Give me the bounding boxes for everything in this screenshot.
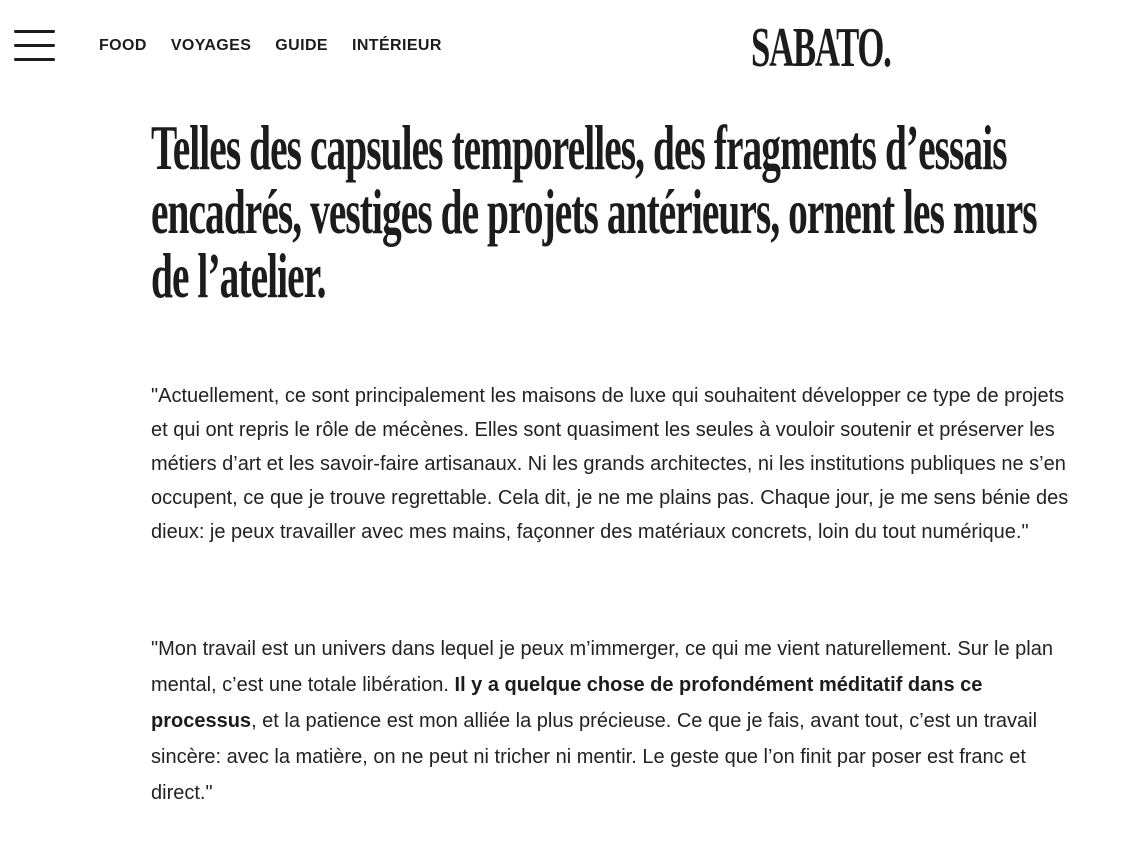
paragraph-2-text-end: , et la patience est mon alliée la plus précieuse. Ce que je fais, avant tout, c’est un travail sincère: avec la matière, on ne peut ni tricher ni mentir. Le geste que l’on finit par poser est franc et direct." bbox=[151, 710, 1038, 804]
nav-item-food[interactable]: FOOD bbox=[99, 37, 147, 54]
menu-bar-bottom bbox=[14, 58, 55, 61]
nav-item-guide[interactable]: GUIDE bbox=[275, 37, 328, 54]
nav-item-interieur[interactable]: INTÉRIEUR bbox=[351, 37, 442, 54]
nav-item-voyages[interactable]: VOYAGES bbox=[170, 37, 252, 54]
site-logo[interactable]: SABATO. bbox=[751, 17, 891, 79]
article-pull-quote: Telles des capsules temporelles, des fragments d’essais encadrés, vestiges de projets antérieurs, ornent les murs de l’atelier. bbox=[151, 112, 1037, 311]
article-paragraph-2 bbox=[151, 631, 1081, 811]
menu-bar-top bbox=[14, 30, 55, 33]
menu-bar-middle bbox=[14, 44, 55, 47]
main-nav bbox=[99, 36, 466, 56]
paragraph-2-bold-text: Il y a quelque chose de profondément méditatif dans ce processus bbox=[151, 674, 983, 732]
article-content bbox=[151, 112, 1091, 804]
paragraph-2-text-start: "Mon travail est un univers dans lequel je peux m’immerger, ce qui me vient naturellement. Sur le plan mental, c’est une totale libération. bbox=[151, 638, 1053, 696]
article-paragraph-1: "Actuellement, ce sont principalement les maisons de luxe qui souhaitent développer ce type de projets et qui ont repris le rôle de mécènes. Elles sont quasiment les seules à vouloir soutenir et préserver les métiers d’art et les savoir-faire artisanaux. Ni les grands architectes, ni les institutions publiques ne s’en occupent, ce que je trouve regrettable. Cela dit, je ne me plains pas. Chaque jour, je me sens bénie des dieux: je peux travailler avec mes mains, façonner des matériaux concrets, loin du tout numérique." bbox=[151, 385, 1069, 543]
site-header bbox=[0, 0, 1125, 92]
hamburger-menu-icon[interactable] bbox=[14, 30, 56, 62]
